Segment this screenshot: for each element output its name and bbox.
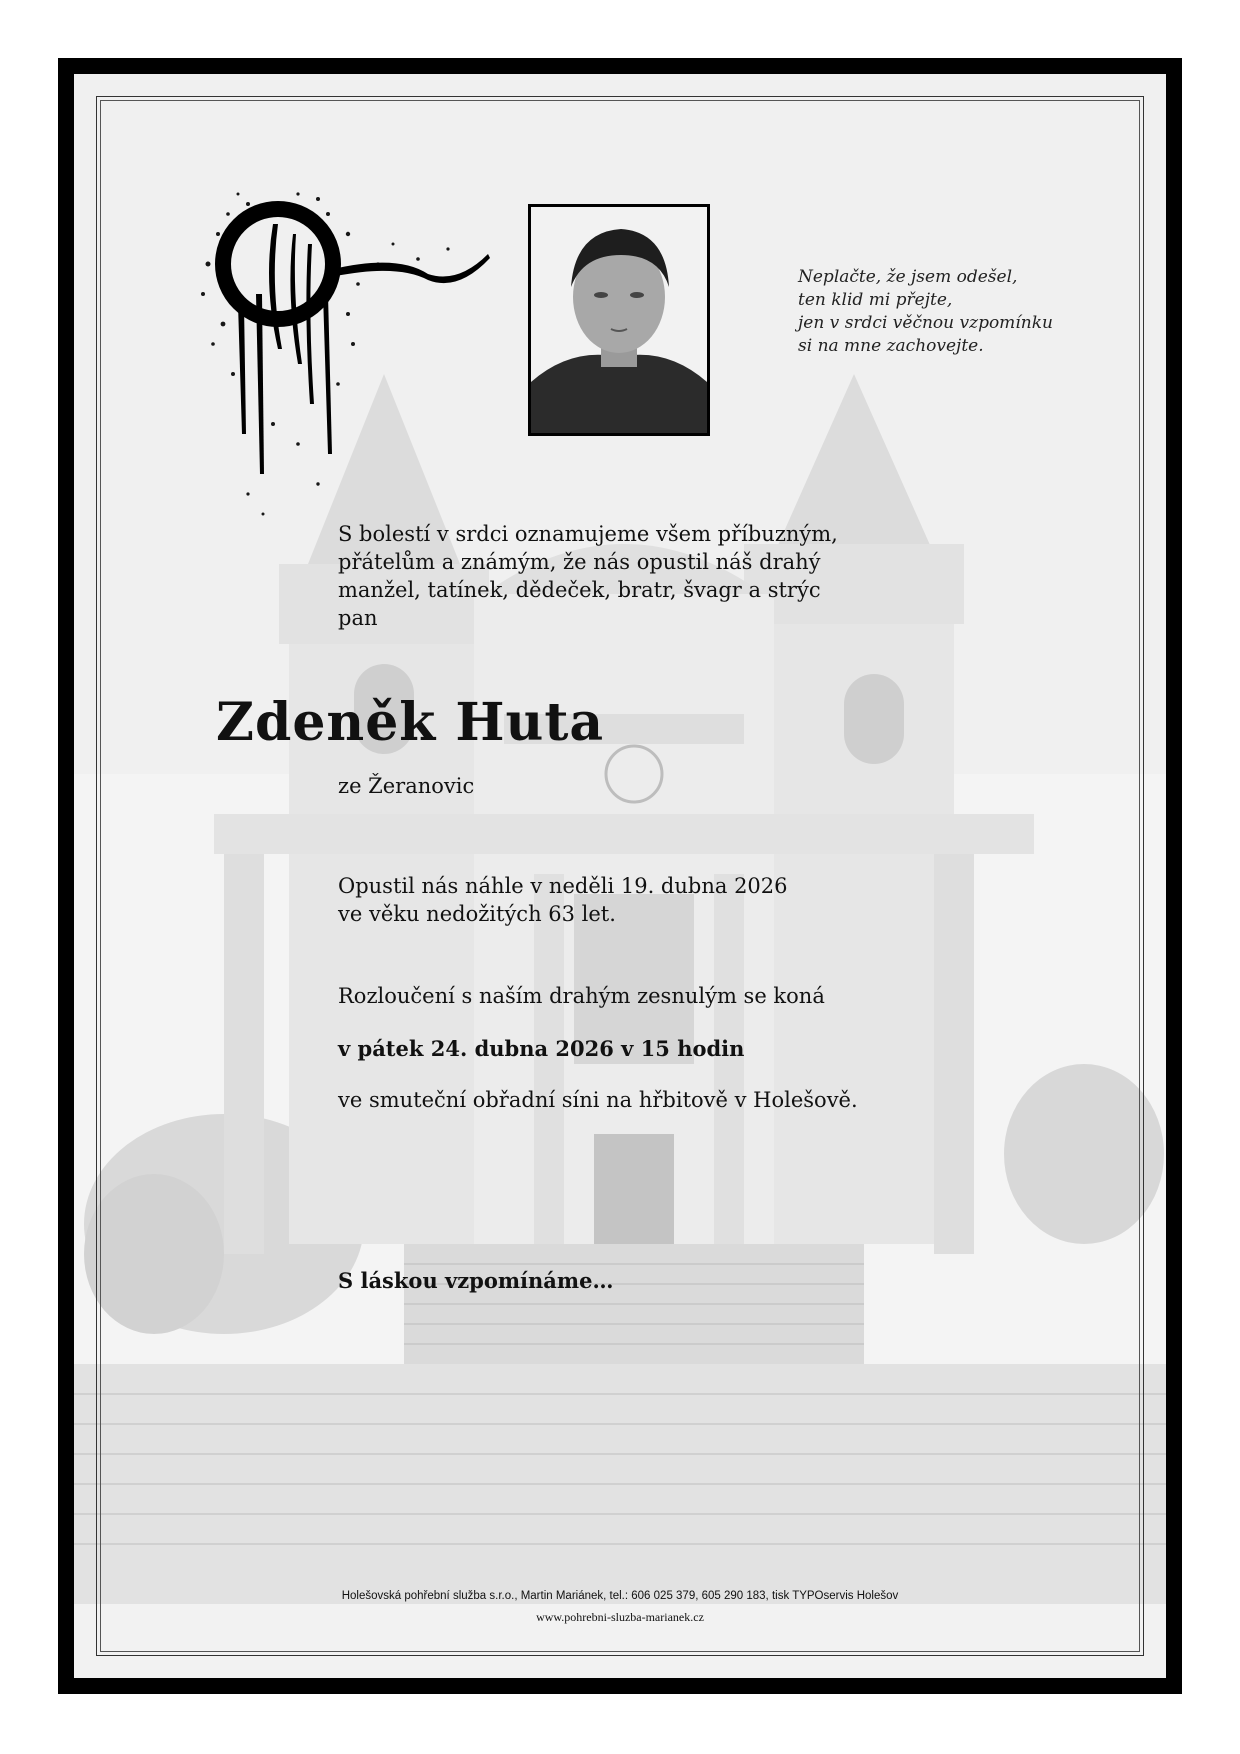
poem-line: jen v srdci věčnou vzpomínku [798, 313, 1053, 333]
announcement-line: přátelům a známým, že nás opustil náš drahý [338, 550, 821, 574]
announcement-line: S bolestí v srdci oznamujeme všem příbuzným, [338, 522, 838, 546]
obituary-page [74, 74, 1166, 1678]
farewell-intro: Rozloučení s naším drahým zesnulým se koná [338, 984, 825, 1008]
poem-line: ten klid mi přejte, [798, 290, 953, 310]
farewell-date: v pátek 24. dubna 2026 v 15 hodin [338, 1036, 745, 1061]
poem-line: Neplačte, že jsem odešel, [798, 267, 1018, 287]
announcement-line: pan [338, 606, 378, 630]
death-line: ve věku nedožitých 63 let. [338, 902, 616, 926]
closing-line: S láskou vzpomínáme… [338, 1268, 614, 1293]
mourning-border-frame [58, 58, 1182, 1694]
footer-company: Holešovská pohřební služba s.r.o., Martin Mariánek, tel.: 606 025 379, 605 290 183, tisk TYPOservis Holešov [341, 1590, 899, 1602]
death-line: Opustil nás náhle v neděli 19. dubna 2026 [338, 874, 788, 898]
announcement-text [338, 520, 898, 632]
obituary-text [74, 74, 1166, 1678]
farewell-place: ve smuteční obřadní síni na hřbitově v Holešově. [338, 1088, 858, 1112]
poem-line: si na mne zachovejte. [798, 336, 984, 356]
death-details [338, 872, 788, 928]
footer-website: www.pohrebni-sluzba-marianek.cz [536, 1610, 704, 1624]
deceased-name: Zdeněk Huta [216, 692, 605, 753]
announcement-line: manžel, tatínek, dědeček, bratr, švagr a strýc [338, 578, 821, 602]
deceased-origin: ze Žeranovic [338, 774, 475, 798]
